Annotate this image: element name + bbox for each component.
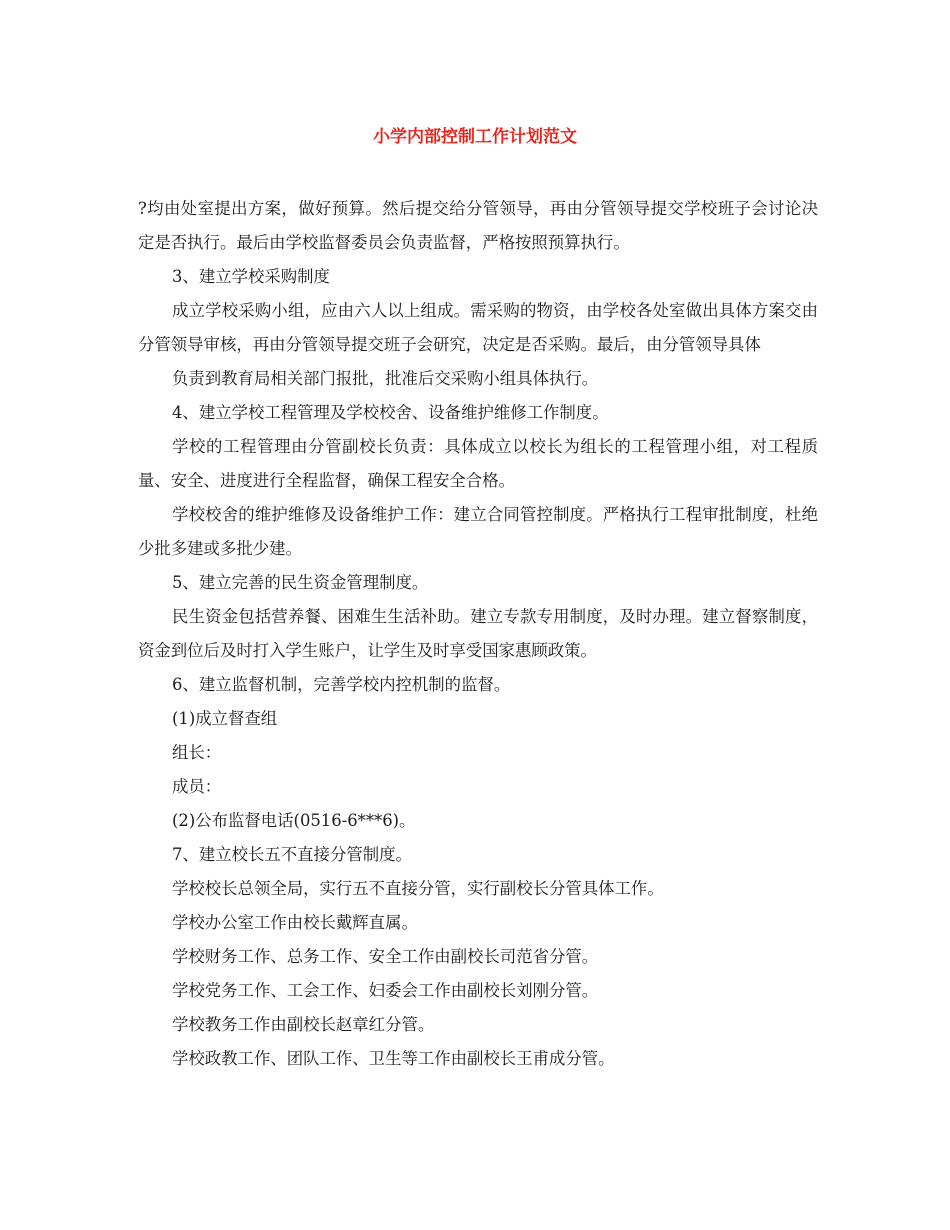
paragraph: (1)成立督查组 [172, 709, 278, 728]
paragraph: ?均由处室提出方案，做好预算。然后提交给分管领导，再由分管领导提交学校班子会讨论决定是否执行。最后由学校监督委员会负责监督，严格按照预算执行。 [138, 199, 818, 252]
paragraph: 民生资金包括营养餐、困难生生活补助。建立专款专用制度，及时办理。建立督察制度，资金到位后及时打入学生账户，让学生及时享受国家惠顾政策。 [138, 607, 818, 660]
document-body [138, 192, 818, 1076]
paragraph: 5、建立完善的民生资金管理制度。 [172, 573, 429, 592]
paragraph: 学校政教工作、团队工作、卫生等工作由副校长王甫成分管。 [172, 1049, 615, 1068]
paragraph: 3、建立学校采购制度 [172, 267, 330, 286]
document-title: 小学内部控制工作计划范文 [373, 127, 577, 147]
paragraph: 6、建立监督机制，完善学校内控机制的监督。 [172, 675, 511, 694]
paragraph: 成员： [172, 777, 222, 796]
paragraph: 组长： [172, 743, 222, 762]
paragraph: 学校校长总领全局，实行五不直接分管，实行副校长分管具体工作。 [172, 879, 664, 898]
paragraph: 负责到教育局相关部门报批，批准后交采购小组具体执行。 [172, 369, 599, 388]
paragraph: 学校党务工作、工会工作、妇委会工作由副校长刘刚分管。 [172, 981, 599, 1000]
paragraph: 7、建立校长五不直接分管制度。 [172, 845, 412, 864]
paragraph: 成立学校采购小组，应由六人以上组成。需采购的物资，由学校各处室做出具体方案交由分管领导审核，再由分管领导提交班子会研究，决定是否采购。最后，由分管领导具体 [138, 301, 818, 354]
paragraph: 学校教务工作由副校长赵章红分管。 [172, 1015, 435, 1034]
paragraph: 学校的工程管理由分管副校长负责：具体成立以校长为组长的工程管理小组，对工程质量、安全、进度进行全程监督，确保工程安全合格。 [138, 437, 818, 490]
paragraph: 4、建立学校工程管理及学校校舍、设备维护维修工作制度。 [172, 403, 609, 422]
paragraph: 学校财务工作、总务工作、安全工作由副校长司范省分管。 [172, 947, 599, 966]
paragraph: 学校校舍的维护维修及设备维护工作：建立合同管控制度。严格执行工程审批制度，杜绝少批多建或多批少建。 [138, 505, 818, 558]
paragraph: 学校办公室工作由校长戴辉直属。 [172, 913, 418, 932]
paragraph: (2)公布监督电话(0516-6***6)。 [172, 811, 416, 830]
